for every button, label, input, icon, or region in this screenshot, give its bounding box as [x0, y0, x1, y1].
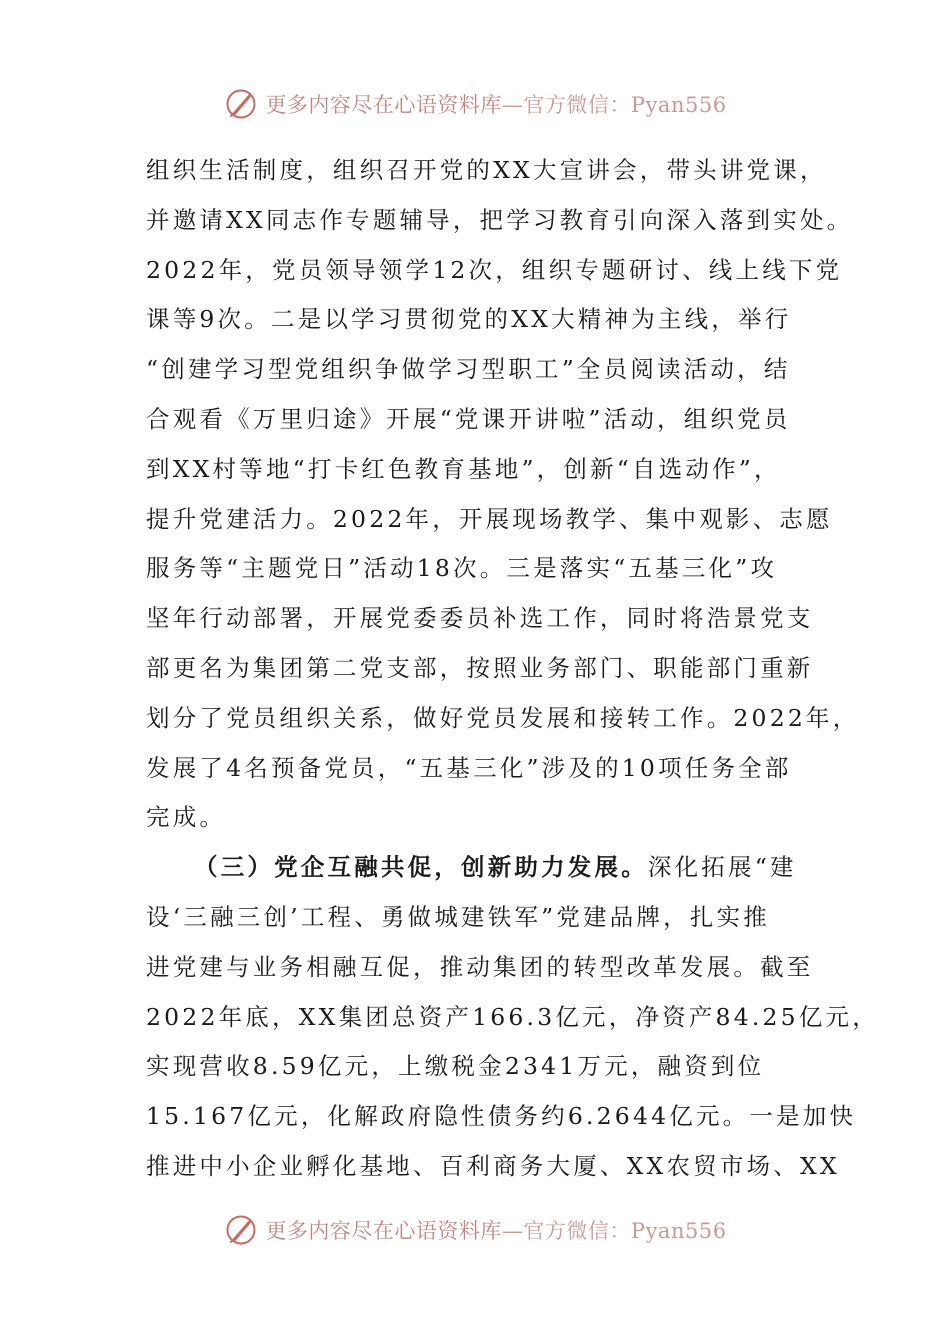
body-line: 完成。 [146, 803, 227, 832]
body-line: 服务等“主题党日”活动18次。三是落实“五基三化”攻 [146, 554, 778, 583]
watermark-brand: 更多内容尽在心语资料库 [265, 93, 502, 117]
body-line: 2022年底，XX集团总资产166.3亿元，净资产84.25亿元， [146, 1002, 879, 1031]
section-heading-line [146, 843, 816, 893]
body-line: 组织生活制度，组织召开党的XX大宣讲会，带头讲党课， [146, 156, 827, 184]
watermark-brand: 更多内容尽在心语资料库 [265, 1219, 502, 1243]
body-line: 划分了党员组织关系，做好党员发展和接转工作。2022年， [146, 703, 860, 732]
body-line: 进党建与业务相融互促，推动集团的转型改革发展。截至 [146, 952, 814, 981]
body-line: 15.167亿元，化解政府隐性债务约6.2644亿元。一是加快 [146, 1102, 857, 1131]
watermark-text [265, 1215, 726, 1245]
body-line: 发展了4名预备党员，“五基三化”涉及的10项任务全部 [146, 753, 792, 782]
body-line: 坚年行动部署，开展党委委员补选工作，同时将浩景党支 [146, 604, 814, 633]
body-line: “创建学习型党组织争做学习型职工”全员阅读活动，结 [146, 355, 791, 384]
body-line: 到XX村等地“打卡红色教育基地”，创新“自选动作”， [146, 454, 781, 483]
footer-watermark [0, 1208, 950, 1252]
document-body [146, 146, 879, 1192]
body-line: 课等9次。二是以学习贯彻党的XX大精神为主线，举行 [146, 305, 792, 334]
body-line: 推进中小企业孵化基地、百利商务大厦、XX农贸市场、XX [146, 1151, 840, 1180]
header-watermark [0, 82, 950, 126]
body-line: 设‘三融三创’工程、勇做城建铁军”党建品牌，扎实推 [146, 902, 770, 931]
body-line: 实现营收8.59亿元，上缴税金2341万元，融资到位 [146, 1052, 765, 1081]
body-line: 合观看《万里归途》开展“党课开讲啦”活动，组织党员 [146, 404, 791, 433]
body-line: 部更名为集团第二党支部，按照业务部门、职能部门重新 [146, 653, 814, 682]
body-line: 2022年，党员领导领学12次，组织专题研讨、线上线下党 [146, 255, 843, 284]
watermark-rest: —官方微信：Pyan556 [501, 1219, 727, 1243]
body-line: 提升党建活力。2022年，开展现场教学、集中观影、志愿 [146, 504, 833, 533]
section-heading-rest: 深化拓展“建 [647, 853, 797, 882]
body-line: 并邀请XX同志作专题辅导，把学习教育引向深入落到实处。 [146, 205, 854, 234]
watermark-rest: —官方微信：Pyan556 [501, 93, 727, 117]
quill-logo-icon [223, 86, 259, 122]
quill-logo-icon [223, 1212, 259, 1248]
watermark-text [265, 89, 726, 119]
section-heading: （三）党企互融共促，创新助力发展。 [194, 853, 648, 882]
